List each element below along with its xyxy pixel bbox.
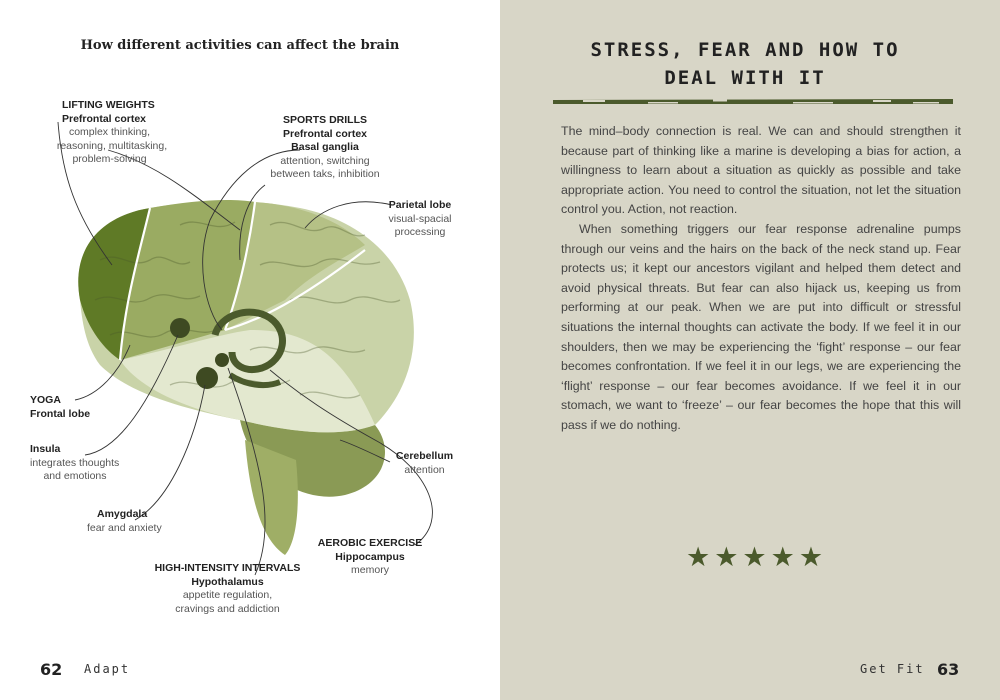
label-parietal-desc-2: processing: [394, 226, 446, 238]
label-insula-desc-1: integrates thoughts: [30, 456, 120, 469]
label-lifting-heading: LIFTING WEIGHTS: [62, 99, 155, 111]
chapter-heading: [540, 36, 950, 92]
label-drills-heading: SPORTS DRILLS: [282, 114, 367, 126]
label-amygdala: [87, 508, 187, 535]
label-amygdala-desc: fear and anxiety: [87, 521, 162, 534]
body-text: [561, 122, 961, 436]
label-drills-desc-1: attention, switching: [280, 154, 370, 167]
label-lifting-weights: [56, 99, 192, 167]
label-insula-heading: Insula: [30, 443, 61, 455]
heading-rule: [553, 96, 953, 108]
label-lifting-region: Prefrontal cortex: [62, 112, 147, 125]
label-yoga: [30, 394, 120, 421]
page-number-left: 62: [40, 660, 63, 679]
hypothalamus-dot: [215, 353, 229, 367]
label-lifting-desc-2: reasoning, multitasking,: [56, 139, 168, 152]
label-aerobic-desc: memory: [351, 564, 389, 576]
label-cerebellum-heading: Cerebellum: [395, 450, 454, 462]
paragraph-2: When something triggers our fear response adrenaline pumps through our veins and the hairs on the back of the neck stand up. Fear protects us; it kept our ancestors vigilant and helped them detect and avoid physical threats. But fear can also hijack us, keeping us from performing at our peak. When we are put into difficult or stressful situations the internal thoughts can activate the body. If we feel it in our shoulders, then we may be experiencing the ‘fight’ response – our fear becomes confrontation. If we feel it in our legs, we are experiencing the ‘flight’ response – our fear becomes avoidance. If we feel it in our stomach, we want to ‘freeze’ – our fear becomes the hope that this will pass if we do nothing.: [561, 221, 961, 432]
label-aerobic-exercise: [315, 537, 425, 578]
label-hiit-heading: HIGH-INTENSITY INTERVALS: [154, 562, 301, 574]
amygdala-dot: [196, 367, 218, 389]
insula-dot: [170, 318, 190, 338]
label-cerebellum: [392, 450, 457, 477]
label-sports-drills: [250, 114, 400, 182]
label-cerebellum-desc: attention: [404, 463, 445, 476]
label-yoga-heading: YOGA: [30, 394, 61, 406]
label-parietal-heading: Parietal lobe: [388, 199, 452, 211]
label-hiit-region: Hypothalamus: [191, 575, 264, 588]
label-lifting-desc-3: problem-solving: [72, 153, 147, 165]
label-hiit-desc-1: appetite regulation,: [182, 589, 273, 601]
label-hiit-desc-2: cravings and addiction: [175, 602, 280, 615]
label-drills-region-1: Prefrontal cortex: [282, 127, 368, 140]
chapter-heading-line-2: DEAL WITH IT: [664, 67, 826, 89]
label-yoga-region: Frontal lobe: [30, 407, 91, 420]
label-aerobic-heading: AEROBIC EXERCISE: [317, 537, 423, 549]
page-number-right: 63: [937, 660, 960, 679]
label-high-intensity-intervals: [150, 562, 305, 616]
label-lifting-desc-1: complex thinking,: [68, 126, 151, 138]
running-head-left: Adapt: [84, 662, 131, 676]
running-head-right: Get Fit: [860, 662, 925, 676]
label-drills-desc-2: between taks, inhibition: [270, 168, 380, 180]
figure-title: How different activities can affect the brain: [80, 38, 400, 53]
chapter-heading-line-1: STRESS, FEAR AND HOW TO: [590, 39, 900, 61]
label-drills-region-2: Basal ganglia: [291, 141, 359, 153]
label-insula: [30, 443, 140, 484]
label-parietal-lobe: [380, 199, 460, 240]
label-insula-desc-2: and emotions: [43, 470, 107, 482]
star-divider: ★★★★★: [686, 542, 828, 572]
label-amygdala-heading: Amygdala: [97, 508, 148, 520]
paragraph-1: The mind–body connection is real. We can and should strengthen it because part of thinking like a marine is developing a bias for action, a willingness to learn about a situation as quickly as possible and take appropriate action. You need to control the situation, not let the situation control you. Action, not reaction.: [561, 124, 961, 217]
label-aerobic-region: Hippocampus: [335, 550, 405, 563]
label-parietal-desc-1: visual-spacial: [388, 212, 452, 225]
